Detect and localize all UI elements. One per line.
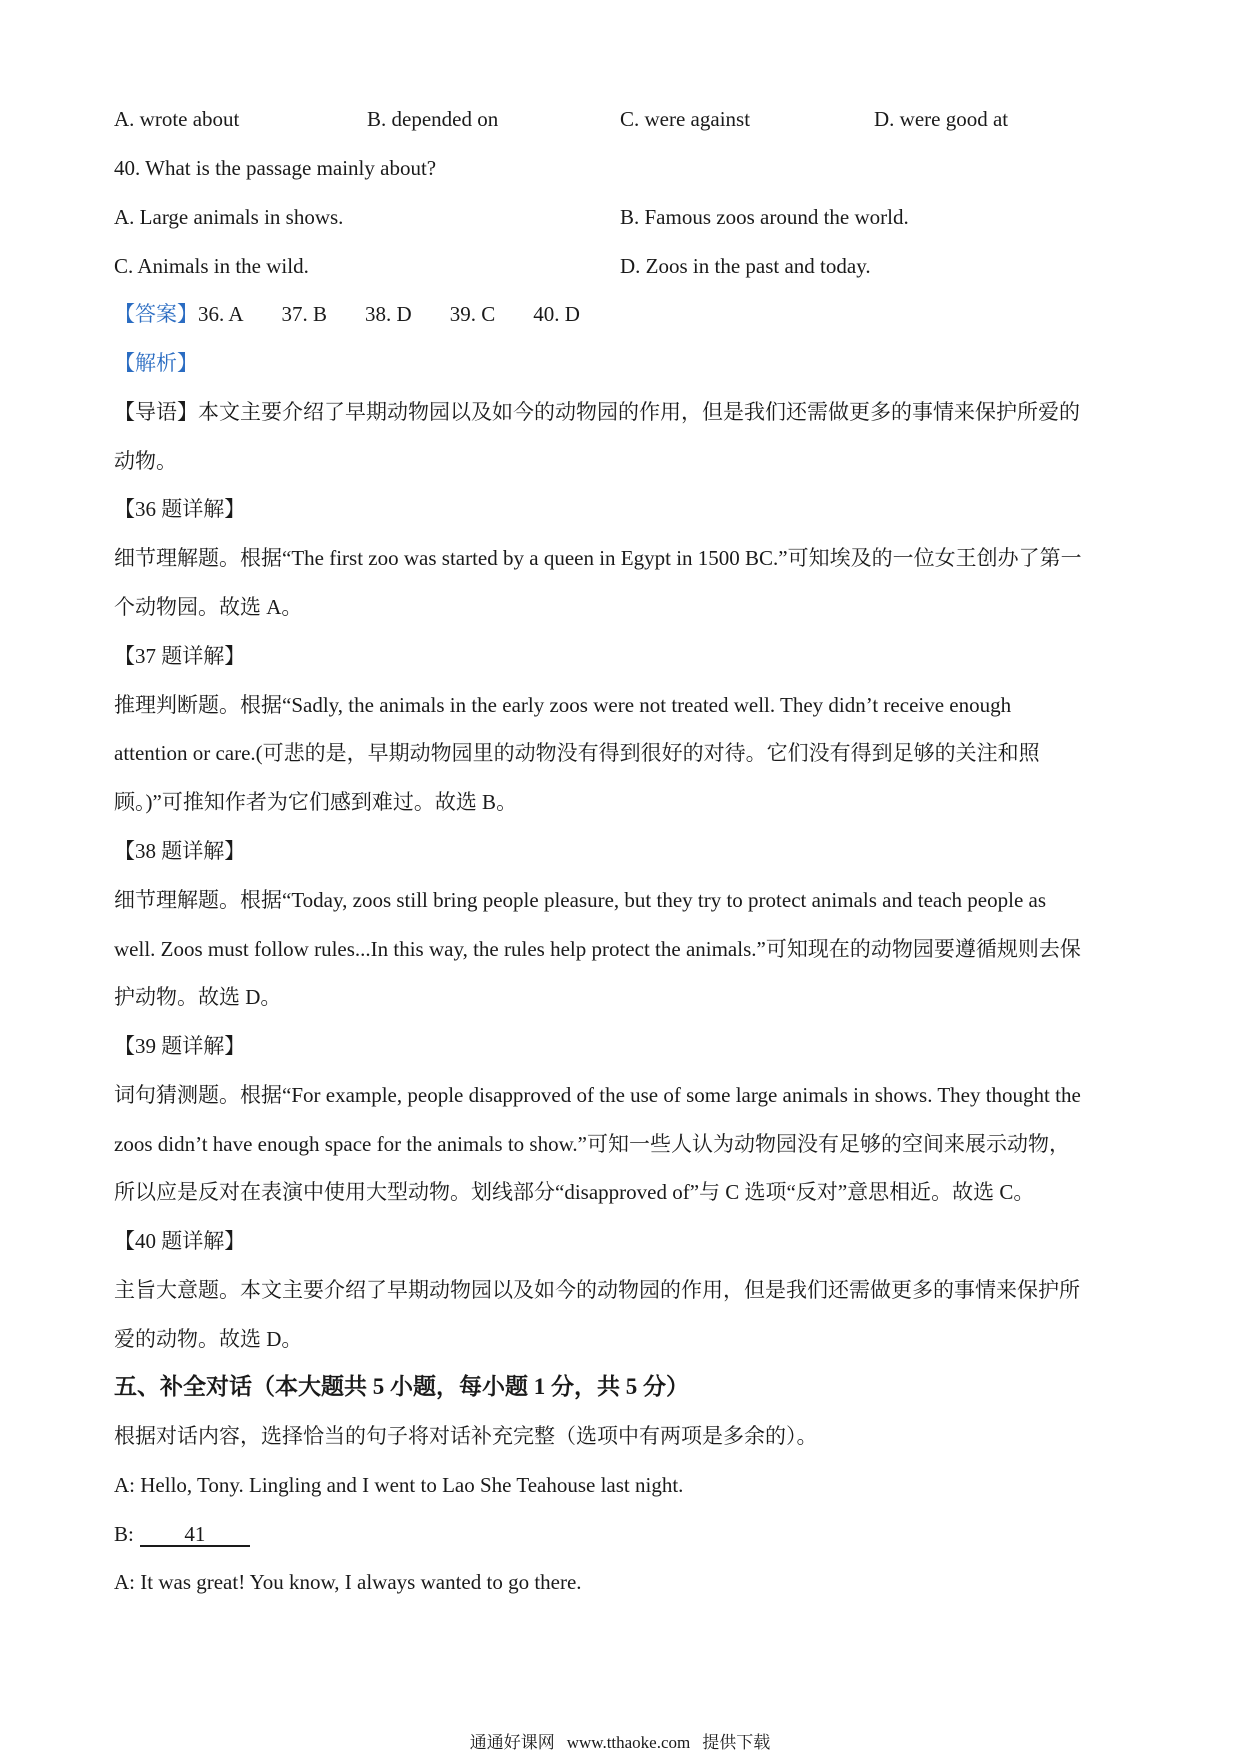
q39-option-c: C. were against (620, 107, 751, 131)
detail-38-line-3: 护动物。故选 D。 (114, 985, 282, 1009)
detail-39-line-2: zoos didn’t have enough space for the animals to show.”可知一些人认为动物园没有足够的空间来展示动物， (114, 1132, 1070, 1156)
answer-item: 37. B (281, 302, 328, 326)
section-5-instruction: 根据对话内容，选择恰当的句子将对话补充完整（选项中有两项是多余的）。 (114, 1424, 818, 1448)
detail-37-line-2: attention or care.(可悲的是，早期动物园里的动物没有得到很好的对待。它们没有得到足够的关注和照 (114, 741, 1040, 765)
answer-item: 40. D (533, 302, 580, 326)
detail-39-heading: 【39 题详解】 (114, 1034, 246, 1058)
q40-option-d: D. Zoos in the past and today. (620, 254, 871, 278)
detail-38-heading: 【38 题详解】 (114, 839, 246, 863)
answer-item: 39. C (449, 302, 496, 326)
detail-40-line-1: 主旨大意题。本文主要介绍了早期动物园以及如今的动物园的作用，但是我们还需做更多的事情来保护所 (114, 1278, 1080, 1302)
detail-37-line-3: 顾。)”可推知作者为它们感到难过。故选 B。 (114, 790, 518, 814)
detail-38-line-2: well. Zoos must follow rules...In this way, the rules help protect the animals.”可知现在的动物园要遵循规则去保 (114, 937, 1081, 961)
analysis-label: 【解析】 (114, 351, 198, 375)
detail-37-heading: 【37 题详解】 (114, 644, 246, 668)
detail-36-line-1: 细节理解题。根据“The first zoo was started by a queen in Egypt in 1500 BC.”可知埃及的一位女王创办了第一 (114, 546, 1082, 570)
footer-note: 提供下载 (702, 1733, 771, 1752)
q39-option-a: A. wrote about (114, 107, 240, 131)
intro-line-1: 【导语】本文主要介绍了早期动物园以及如今的动物园的作用，但是我们还需做更多的事情来保护所爱的 (114, 400, 1080, 424)
detail-36-heading: 【36 题详解】 (114, 497, 246, 521)
dialogue-line-b1 (114, 1519, 250, 1549)
detail-37-line-1: 推理判断题。根据“Sadly, the animals in the early zoos were not treated well. They didn’t receive enough (114, 693, 1012, 717)
q40-option-a: A. Large animals in shows. (114, 205, 344, 229)
detail-36-line-2: 个动物园。故选 A。 (114, 595, 303, 619)
section-5-title: 五、补全对话（本大题共 5 小题，每小题 1 分，共 5 分） (114, 1374, 689, 1399)
intro-line-2: 动物。 (114, 449, 177, 473)
q40-question: 40. What is the passage mainly about? (114, 156, 437, 180)
dialogue-line-a2: A: It was great! You know, I always wanted to go there. (114, 1570, 582, 1594)
page-footer (0, 1728, 1240, 1753)
detail-40-line-2: 爱的动物。故选 D。 (114, 1327, 303, 1351)
detail-38-line-1: 细节理解题。根据“Today, zoos still bring people pleasure, but they try to protect animals and teach people as (114, 888, 1047, 912)
detail-39-line-1: 词句猜测题。根据“For example, people disapproved of the use of some large animals in shows. They thought the (114, 1083, 1081, 1107)
q39-option-d: D. were good at (874, 107, 1009, 131)
answer-label: 【答案】 (114, 302, 198, 326)
q40-option-c: C. Animals in the wild. (114, 254, 309, 278)
detail-40-heading: 【40 题详解】 (114, 1229, 246, 1253)
answer-item: 38. D (365, 302, 412, 326)
answer-item: 36. A (198, 302, 244, 326)
detail-39-line-3: 所以应是反对在表演中使用大型动物。划线部分“disapproved of”与 C 选项“反对”意思相近。故选 C。 (114, 1180, 1035, 1204)
footer-url[interactable]: www.tthaoke.com (566, 1733, 691, 1752)
answer-line (114, 299, 618, 329)
blank-41: 41 (140, 1523, 250, 1547)
dialogue-speaker-b: B: (114, 1522, 134, 1546)
dialogue-line-a1: A: Hello, Tony. Lingling and I went to Lao She Teahouse last night. (114, 1473, 684, 1497)
q40-option-b: B. Famous zoos around the world. (620, 205, 909, 229)
q39-option-b: B. depended on (367, 107, 499, 131)
footer-site-name: 通通好课网 (469, 1733, 555, 1752)
